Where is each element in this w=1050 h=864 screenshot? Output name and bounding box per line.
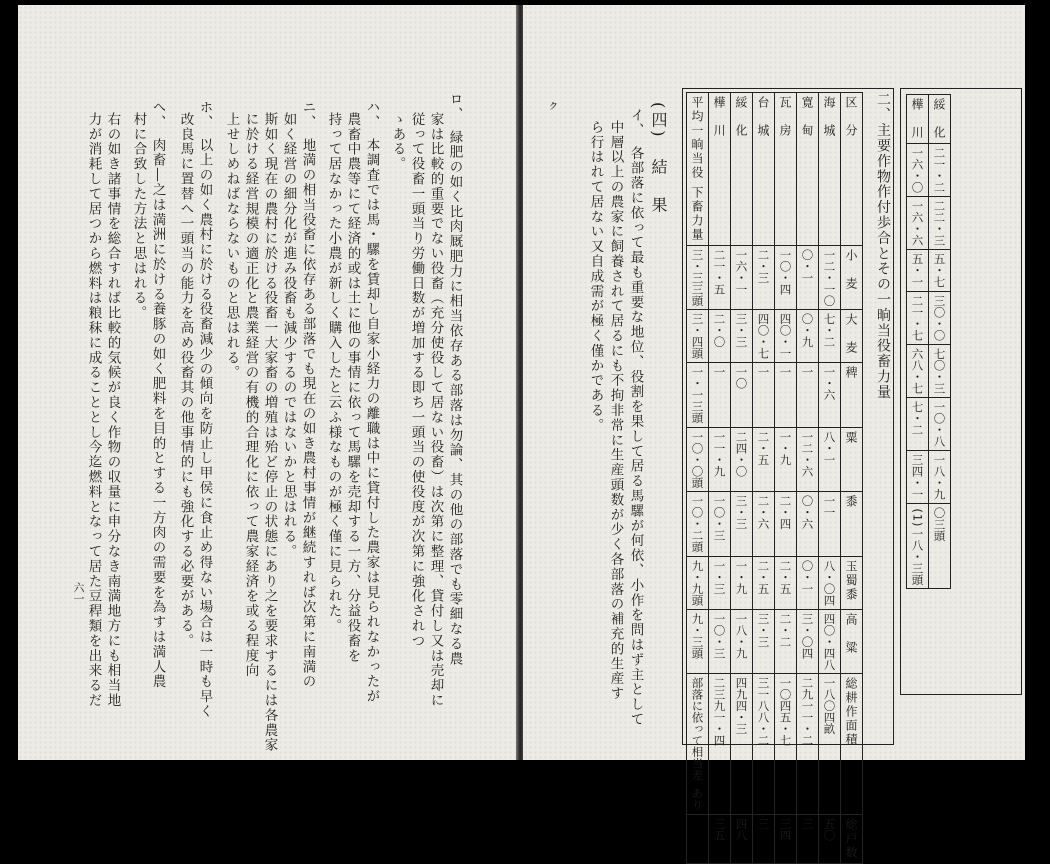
- table-cell: 一・九: [731, 556, 753, 609]
- table-cell: 五・一: [907, 250, 929, 292]
- table-cell: 三・三: [731, 492, 753, 557]
- table-cell: 一八〇四畝: [819, 674, 841, 814]
- table-row-label: 綏 化: [731, 93, 753, 246]
- table-cell: 一・一三頭: [687, 363, 709, 428]
- table-cell: 〇・一: [797, 556, 819, 609]
- conclusion-col-1: イ、 各部落に依って最も重要な地位、役割を果して居る馬騾が何依、小作を問はず主として: [627, 108, 644, 728]
- table-heading: 二、主要作物作付歩合とその一晌当役畜力量: [875, 92, 891, 400]
- table-cell: 一一・九: [709, 427, 731, 492]
- table-cell: 五〇: [819, 814, 841, 863]
- left-col-14: 改良馬に置替へ一頭当の能力を高め役畜其の他事情的にも強化する必要がある。: [177, 112, 194, 649]
- table-header-cell: 総戸数: [841, 814, 863, 863]
- conclusion-col-2: 中層以上の農家に飼養されて居るにも不拘非常に生産頭数が少く各部落の補充的生産す: [607, 120, 624, 702]
- table-header-cell: 稗: [841, 363, 863, 428]
- table-row: [709, 93, 731, 864]
- table-cell: 三四・一: [907, 450, 929, 503]
- left-col-6: 農畜中農等にて経済的或は土に他の事情に依って馬騾を売却する一方、分益役畜を: [344, 112, 361, 664]
- table-cell: 四〇・四八: [819, 609, 841, 674]
- table-row: [731, 93, 753, 864]
- table-cell: 九・九頭: [687, 556, 709, 609]
- table-cell: 四〇・七: [753, 310, 775, 363]
- table-row-label: 台 城: [753, 93, 775, 246]
- table-cell: 二・四: [775, 492, 797, 557]
- table-cell: 七〇・三: [929, 344, 951, 397]
- conclusion-col-3: ら行はれて居ない又自成需が極く僅かである。: [587, 120, 604, 433]
- table-cell: 三・四頭: [687, 310, 709, 363]
- table-cell: 二一・七: [907, 291, 929, 344]
- table-cell: 一〇・三: [709, 609, 731, 674]
- table-cell: 九・三頭: [687, 609, 709, 674]
- crop-table: [686, 92, 863, 864]
- table-cell: 一六・六: [907, 197, 929, 250]
- table-row-label: 瓦 房: [775, 93, 797, 246]
- left-col-12: 上せしめねばならないものと思はれる。: [223, 112, 240, 381]
- table-cell: 四八: [731, 814, 753, 863]
- left-col-18: 力が消耗して居つから燃料は粮秣に成ることとし今迄燃料となって居た豆稈類を出来るだ: [85, 112, 102, 708]
- crop-table-top: [906, 94, 951, 589]
- left-col-1: ロ、 緑肥の如く比肉厩肥力に相当依存ある部落は勿論、其の他の部落でも零細なる農: [446, 92, 463, 667]
- table-cell: 〇・一: [797, 245, 819, 310]
- left-col-11: に於ける経営規模の適正化と農業経営の有機的合理化に依って農家経済を或る程度向: [242, 112, 259, 679]
- table-row: [797, 93, 819, 864]
- table-cell: 一一: [819, 492, 841, 557]
- table-cell: 一二・一〇: [819, 245, 841, 310]
- table-cell: 一六・一: [731, 245, 753, 310]
- table-row: [819, 93, 841, 864]
- table-cell: 〇・九: [797, 310, 819, 363]
- left-col-7: 持って居なかった小農が新しく購入したと云ふ様なものが極く僅に見られた。: [325, 112, 342, 634]
- table-header-cell: 小 麦: [841, 245, 863, 310]
- table-header-cell: 総耕作面積: [841, 674, 863, 814]
- table-cell: 一八・九: [929, 450, 951, 503]
- margin-mark: ㇰ: [544, 100, 558, 113]
- left-col-16: 村に合致した方法と思はれる。: [130, 112, 147, 321]
- table-cell: 一: [753, 363, 775, 428]
- table-cell: 二・〇: [709, 310, 731, 363]
- table-row-label: 寛 甸: [797, 93, 819, 246]
- table-cell: 一〇・八: [929, 397, 951, 450]
- left-col-10: 斯如く現在の農村に於ける役畜一大家畜の増殖は殆ど停止の状態にあり之を要求するには各農家: [261, 112, 278, 753]
- table-cell: 二・五: [753, 427, 775, 492]
- table-row-label: 海 城: [819, 93, 841, 246]
- page-number: 六一: [72, 582, 85, 604]
- table-cell: 二・三: [753, 245, 775, 310]
- table-cell: 三: [753, 814, 775, 863]
- table-cell: 二三九一・四: [709, 674, 731, 814]
- table-cell: 二九一一・二: [797, 674, 819, 814]
- table-row: [753, 93, 775, 864]
- table-header-cell: 黍: [841, 492, 863, 557]
- table-cell: 三四: [775, 814, 797, 863]
- table-cell: 一: [797, 363, 819, 428]
- table-row: [929, 95, 951, 589]
- section-heading: (四) 結 果: [649, 102, 668, 216]
- table-cell: 一・六: [819, 363, 841, 428]
- left-col-8: ニ、 地満の相当役畜に依存ある部落でも現在の如き農村事情が継続すれば次第に南満の: [299, 100, 316, 690]
- table-cell: 三: [797, 814, 819, 863]
- table-cell: 二四・〇: [731, 427, 753, 492]
- table-cell: 四〇・一: [775, 310, 797, 363]
- left-col-3: 従って役畜一頭当り労働日数が増加する即ち一頭当の使役度が次第に強化されつ: [408, 112, 425, 649]
- table-header-cell: 大 麦: [841, 310, 863, 363]
- table-cell: 三・三: [753, 609, 775, 674]
- table-cell: 八・〇四: [819, 556, 841, 609]
- table-cell: [687, 814, 709, 863]
- table-header-cell: 粟: [841, 427, 863, 492]
- table-cell: 〇・六: [797, 492, 819, 557]
- table-cell: 三〇・〇: [929, 291, 951, 344]
- table-cell: 一・三: [709, 556, 731, 609]
- table-cell: 一二・六: [797, 427, 819, 492]
- table-row: [775, 93, 797, 864]
- table-cell: 三・三三頭: [687, 245, 709, 310]
- table-cell: 八・一: [819, 427, 841, 492]
- left-col-13: ホ、 以上の如く農村に於ける役畜減少の傾向を防止し甲侯に食止め得ない場合は一時も早く: [196, 100, 213, 720]
- table-cell: (1)一八・三頭: [907, 503, 929, 588]
- table-cell: 三・三: [731, 310, 753, 363]
- table-cell: 一〇: [731, 363, 753, 428]
- table-cell: 一六・〇: [907, 144, 929, 197]
- left-col-5: ハ、 本調査では馬・騾を賃却し自家小経力の離職は中に貸付した農家は見られなかったが: [363, 100, 380, 705]
- table-cell: 二一・五: [709, 245, 731, 310]
- left-col-17: 右の如き諸事情を総合すれば比較的気候が良く作物の収量に申分なき南満地方にも相当地: [104, 112, 121, 708]
- table-cell: 一・九: [775, 427, 797, 492]
- table-cell: 三一八八・二: [753, 674, 775, 814]
- table-header-cell: 高 粱: [841, 609, 863, 674]
- table-cell: 〇三頭: [929, 503, 951, 588]
- table-cell: 一: [775, 363, 797, 428]
- table-row: [907, 95, 929, 589]
- table-row-label: 樺 川: [709, 93, 731, 246]
- table-cell: 二二・三: [929, 197, 951, 250]
- table-cell: 二・二: [775, 609, 797, 674]
- table-cell: 六八・七: [907, 344, 929, 397]
- table-cell: 一八・九: [731, 609, 753, 674]
- left-col-15: へ、 肉畜―之は満洲に於ける養豚の如く肥料を目的とする一方肉の需要を為すは満人農: [149, 100, 166, 690]
- table-cell: 七・二: [819, 310, 841, 363]
- table-row-label: 平均一晌当役 下畜力量: [687, 93, 709, 246]
- table-cell: 二・五: [775, 556, 797, 609]
- table-cell: 七・二: [907, 397, 929, 450]
- table-cell: 一〇・〇頭: [687, 427, 709, 492]
- table-cell: 一〇・二頭: [687, 492, 709, 557]
- table-row-label: 綏 化: [929, 95, 951, 144]
- table-header-row: [841, 93, 863, 864]
- table-row: [687, 93, 709, 864]
- table-cell: 一: [709, 363, 731, 428]
- left-col-4: ゝある。: [389, 112, 406, 172]
- left-col-9: 如く経営の細分化が進み役畜も減少するのではないかと思はれる。: [280, 112, 297, 559]
- table-cell: 一〇・四: [775, 245, 797, 310]
- table-cell: 二・六: [753, 492, 775, 557]
- table-cell: 一〇・三: [709, 492, 731, 557]
- table-cell: 一〇四五・七: [775, 674, 797, 814]
- table-cell: 四九四・三: [731, 674, 753, 814]
- table-cell: 二一・二: [929, 144, 951, 197]
- table-cell: 三五: [709, 814, 731, 863]
- table-cell: 三・〇四: [797, 609, 819, 674]
- table-header-cell: 玉蜀黍: [841, 556, 863, 609]
- table-cell: 五・七: [929, 250, 951, 292]
- table-cell: 部落に依って相当差 あり: [687, 674, 709, 814]
- table-header-cell: 区 分: [841, 93, 863, 246]
- left-col-2: 家は比較的重要でない役畜（充分使役して居ない役畜）は次第に整理、貸付し又は売却に: [427, 112, 444, 708]
- table-row-label: 樺 川: [907, 95, 929, 144]
- table-cell: 二・五: [753, 556, 775, 609]
